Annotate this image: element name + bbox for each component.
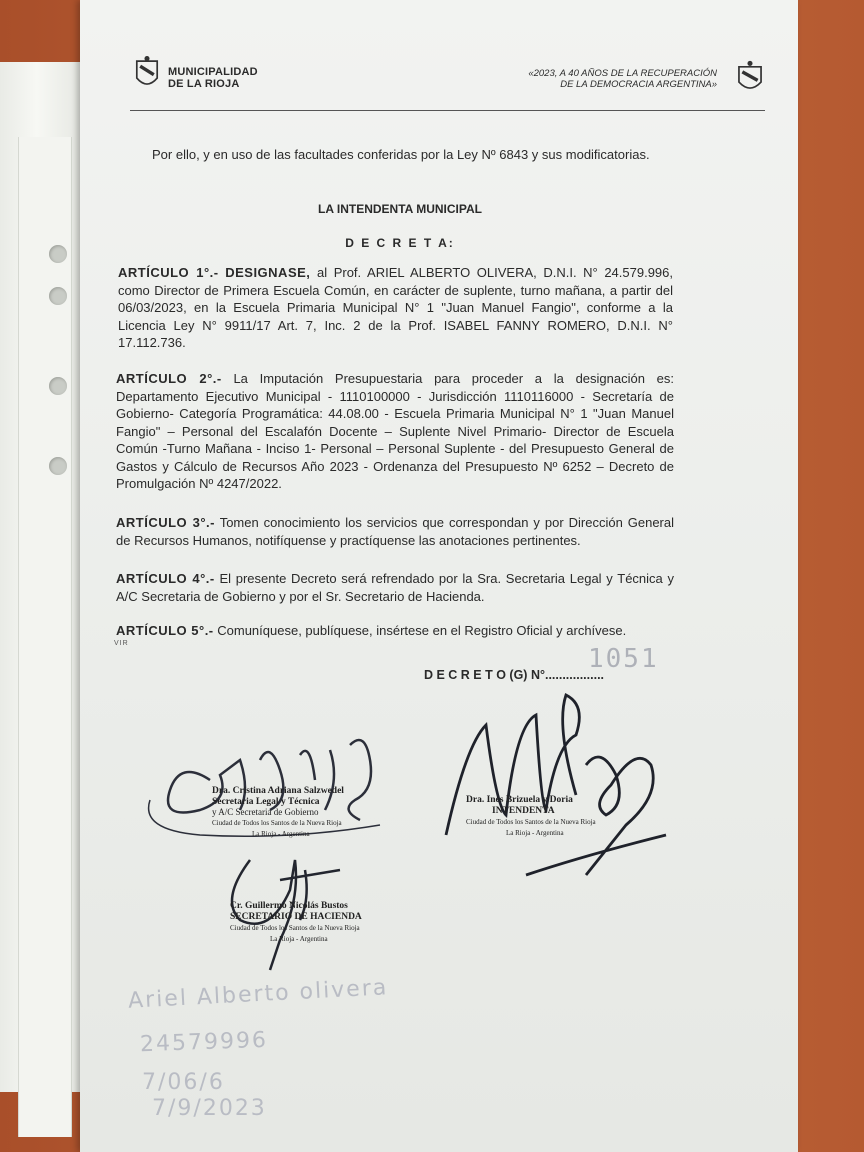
document-page bbox=[80, 0, 798, 1152]
municipal-crest-icon bbox=[134, 56, 160, 90]
handwritten-name: Ariel Alberto olivera bbox=[127, 975, 389, 1014]
handwritten-date-2: 7/9/2023 bbox=[152, 1096, 267, 1121]
decree-number-stamp: 1051 bbox=[588, 644, 659, 674]
democracy-crest-icon bbox=[737, 60, 763, 94]
letterhead bbox=[130, 52, 765, 111]
decree-number-label: D E C R E T O (G) N°................. bbox=[424, 668, 605, 682]
article-4: ARTÍCULO 4°.- El presente Decreto será refrendado por la Sra. Secretaria Legal y Técnica y A/C Secretaria de Gobierno y por el Sr. Secretario de Hacienda. bbox=[116, 571, 674, 604]
article-5: ARTÍCULO 5°.- Comuníquese, publíquese, insértese en el Registro Oficial y archívese. bbox=[116, 623, 627, 638]
article-3: ARTÍCULO 3°.- Tomen conocimiento los servicios que correspondan y por Dirección General de Recursos Humanos, notifíquense y practíquense las anotaciones pertinentes. bbox=[116, 515, 675, 548]
decreta-heading: D E C R E T A: bbox=[345, 236, 455, 250]
municipality-name: MUNICIPALIDAD DE LA RIOJA bbox=[168, 66, 258, 90]
intro-paragraph: Por ello, y en uso de las facultades conferidas por la Ley Nº 6843 y sus modificatorias. bbox=[152, 147, 650, 162]
authority-heading: LA INTENDENTA MUNICIPAL bbox=[318, 202, 482, 216]
punch-hole bbox=[49, 457, 67, 475]
handwritten-dni: 24579996 bbox=[139, 1027, 269, 1058]
article-1: ARTÍCULO 1°.- DESIGNASE, al Prof. ARIEL ALBERTO OLIVERA, D.N.I. N° 24.579.996, como Director de Primera Escuela Común, en carácter de suplente, turno mañana, a partir del 06/03/2023, en la Escuela Primaria Municipal N° 1 "Juan Manuel Fangio", conforme a la Licencia Ley N° 9911/17 Art. 7, Inc. 2 de la Prof. ISABEL FANNY ROMERO, D.N.I. N° 17.112.736. bbox=[118, 265, 673, 350]
sleeve-punch-strip bbox=[18, 137, 72, 1137]
punch-hole bbox=[49, 377, 67, 395]
punch-hole bbox=[49, 287, 67, 305]
year-motto: «2023, A 40 AÑOS DE LA RECUPERACIÓN DE LA DEMOCRACIA ARGENTINA» bbox=[528, 68, 717, 90]
handwritten-date-1: 7/06/6 bbox=[142, 1070, 225, 1095]
article-2: ARTÍCULO 2°.- La Imputación Presupuestaria para proceder a la designación es: Departamento Ejecutivo Municipal - 1110100000 - Jurisdicción 1110116000 - Secretaría de Gobierno- Categoría Programática: 44.08.00 - Escuela Primaria Municipal N° 1 "Juan Manuel Fangio" – Personal del Escalafón Docente – Suplente Nivel Primario- Director de Escuela Común -Turno Mañana - Inciso 1- Personal – Personal Suplente - del Presupuesto General de Gastos y Cálculo de Recursos Año 2023 - Ordenanza del Presupuesto Nº 6252 – Decreto de Promulgación Nº 4247/2022. bbox=[116, 371, 675, 491]
punch-hole bbox=[49, 245, 67, 263]
legal-secretary-block: Dra. Cristina Adriana Salzwedel Secretaria Legal y Técnica y A/C Secretaria de Gobierno Ciudad de Todos los Santos de la Nueva Rioja La Rioja - Argentina bbox=[212, 786, 344, 838]
treasury-secretary-block: Cr. Guillermo Nicolás Bustos SECRETARIO DE HACIENDA Ciudad de Todos los Santos de la Nueva Rioja La Rioja - Argentina bbox=[230, 901, 362, 943]
typist-initials: VIR bbox=[114, 640, 129, 647]
mayor-block: Dra. Inés Brizuela y Doria INTENDENTA Ciudad de Todos los Santos de la Nueva Rioja La Rioja - Argentina bbox=[466, 795, 596, 837]
mayor-signature bbox=[426, 685, 676, 885]
